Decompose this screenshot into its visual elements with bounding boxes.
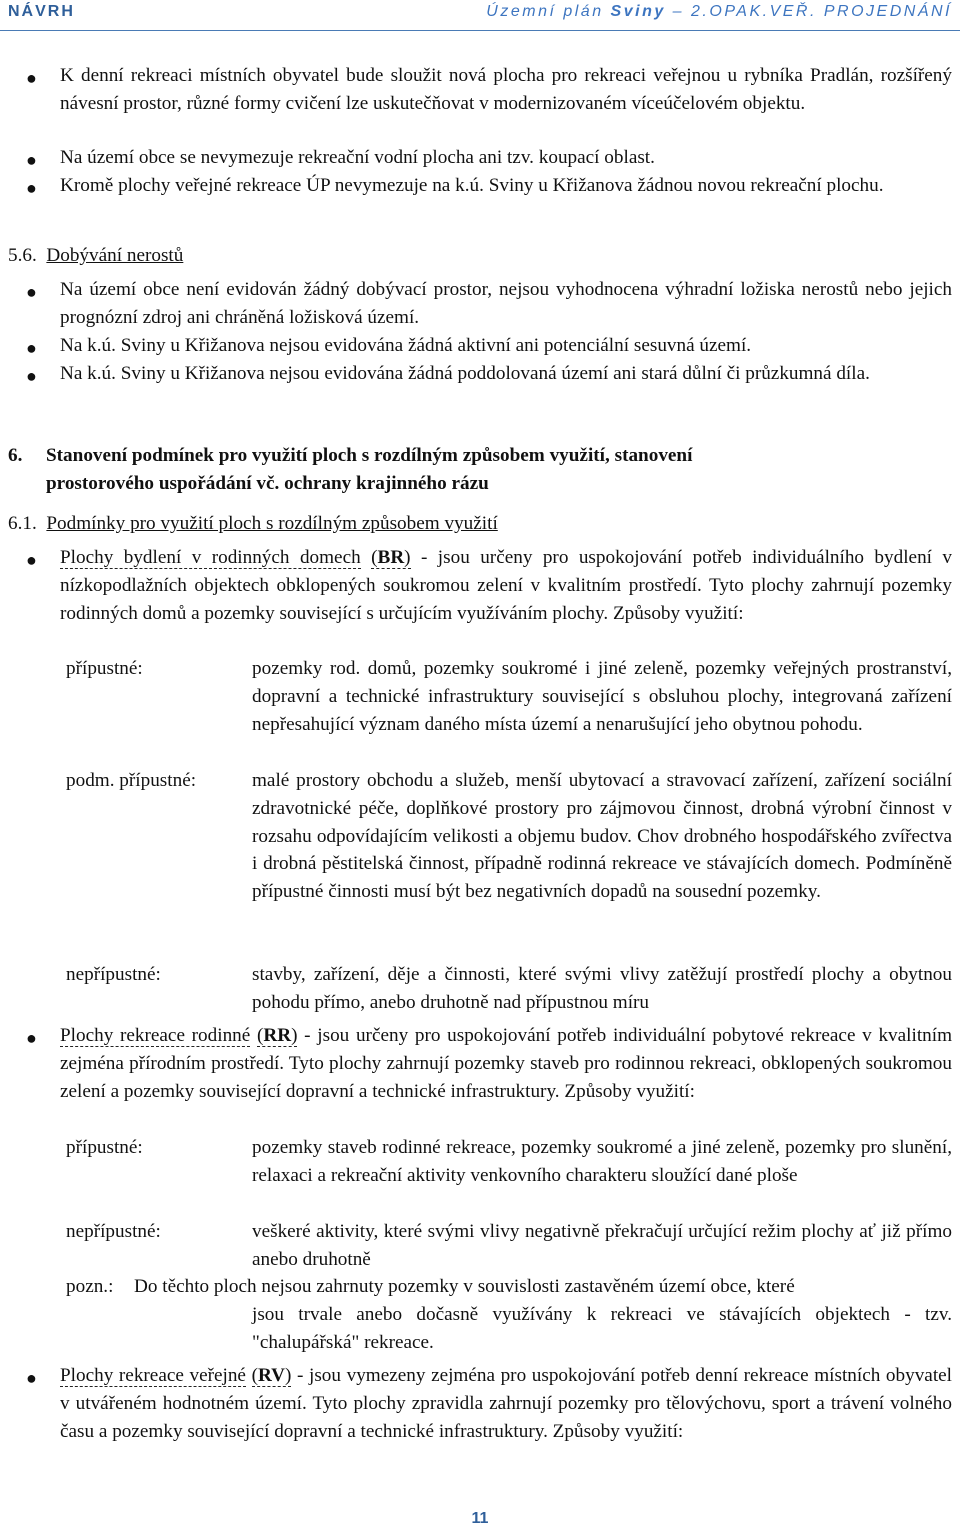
rr-label-pozn: pozn.: (66, 1276, 114, 1297)
section-number-6: 6. (8, 445, 23, 466)
list-item: Kromě plochy veřejné rekreace ÚP nevymezuje na k.ú. Sviny u Křižanova žádnou novou rekreační plochu. (60, 175, 884, 196)
bullet-icon: ● (26, 338, 37, 358)
header-document-title: Územní plán Sviny – 2.OPAK.VEŘ. PROJEDNÁNÍ (486, 3, 952, 20)
header-status: NÁVRH (8, 3, 75, 20)
rv-intro: Plochy rekreace veřejné (RV) - jsou vymezeny zejména pro uspokojování potřeb denní rekreace místních obyvatel v utvářeném hodnotném území. Tyto plochy zpravidla zahrnují pozemky pro tělovýchovu, sport a trávení volného času a pozemky související dopravní a technické infrastruktury. Způsoby využití: (60, 1365, 952, 1442)
page-number: 11 (471, 1510, 489, 1527)
br-text-podm: malé prostory obchodu a služeb, menší ubytovací a stravovací zařízení, zařízení sociální zdravotnické péče, doplňkové prostory pro zájmovou činnost, drobná výrobní činnost v rozsahu odpovídajícím velikosti a objemu budov. Chov drobného hospodářského zvířectva i drobná pěstitelská činnost, případně rodinná rekreace ve stávajících domech. Podmíněně přípustné činnosti musí být bez negativních dopadů na sousední pozemky. (252, 770, 952, 903)
list-item: Na území obce není evidován žádný dobývací prostor, nejsou vyhodnocena výhradní ložiska nerostů nebo jejich prognózní zdroj ani chráněná ložisková území. (60, 279, 952, 328)
section-heading-6-1: 6.1. Podmínky pro využití ploch s rozdílným způsobem využití (8, 513, 498, 534)
bullet-icon: ● (26, 1368, 37, 1388)
bullet-icon: ● (26, 150, 37, 170)
br-label-nepripustne: nepřípustné: (66, 964, 161, 985)
br-intro: Plochy bydlení v rodinných domech (BR) - jsou určeny pro uspokojování potřeb individuálního bydlení v nízkopodlažních objektech obklopených soukromou zelení v kvalitním prostředí. Tyto plochy zahrnují pozemky rodinných domů a pozemky související s určujícím využíváním plochy. Způsoby využití: (60, 547, 953, 624)
rr-text-pozn-first: Do těchto ploch nejsou zahrnuty pozemky v souvislosti zastavěném území obce, které (134, 1276, 795, 1297)
rr-label-nepripustne: nepřípustné: (66, 1221, 161, 1242)
br-label-podm: podm. přípustné: (66, 770, 197, 791)
section-heading-5-6: 5.6. Dobývání nerostů (8, 245, 184, 266)
rr-intro: Plochy rekreace rodinné (RR) - jsou určeny pro uspokojování potřeb individuální pobytové rekreace v kvalitním zejména přírodním prostředí. Tyto plochy zahrnují pozemky staveb pro rodinnou rekreaci, obklopených soukromou zelení a pozemky související dopravní a technické infrastruktury. Způsoby využití: (60, 1025, 953, 1102)
list-item: K denní rekreaci místních obyvatel bude sloužit nová plocha pro rekreaci veřejnou u rybníka Pradlán, rozšířený návesní prostor, různé formy cvičení lze uskutečňovat v modernizovaném víceúčelovém objektu. (60, 65, 952, 114)
br-label-pripustne: přípustné: (66, 658, 143, 679)
list-item: Na k.ú. Sviny u Křižanova nejsou evidována žádná poddolovaná území ani stará důlní či průzkumná díla. (60, 363, 870, 384)
rr-text-nepripustne: veškeré aktivity, které svými vlivy negativně překračují určující režim plochy ať již přímo anebo druhotně (252, 1221, 952, 1270)
br-text-pripustne: pozemky rod. domů, pozemky soukromé i jiné zeleně, pozemky veřejných prostranství, dopravní a technické infrastruktury související s obsluhou plochy, integrovaná zařízení nepřesahující význam daného místa území a nenarušující jeho obytnou pohodu. (252, 658, 952, 735)
bullet-icon: ● (26, 68, 37, 88)
bullet-icon: ● (26, 282, 37, 302)
bullet-icon: ● (26, 1028, 37, 1048)
rr-label-pripustne: přípustné: (66, 1137, 143, 1158)
bullet-icon: ● (26, 550, 37, 570)
list-item: Na území obce se nevymezuje rekreační vodní plocha ani tzv. koupací oblast. (60, 147, 655, 168)
bullet-icon: ● (26, 366, 37, 386)
br-text-nepripustne: stavby, zařízení, děje a činnosti, které svými vlivy zatěžují prostředí plochy a obytnou pohodu přímo, anebo druhotně nad přípustnou míru (252, 964, 952, 1013)
list-item: Na k.ú. Sviny u Křižanova nejsou evidována žádná aktivní ani potenciální sesuvná území. (60, 335, 752, 356)
rr-text-pripustne: pozemky staveb rodinné rekreace, pozemky soukromé a jiné zeleně, pozemky pro slunění, relaxaci a rekreační aktivity venkovního charakteru sloužící dané ploše (252, 1137, 952, 1186)
rr-text-pozn-rest: jsou trvale anebo dočasně využívány k rekreaci ve stávajících objektech - tzv. "chalupářská" rekreace. (252, 1304, 952, 1353)
section-heading-6: Stanovení podmínek pro využití ploch s rozdílným způsobem využití, stanovení prostorového uspořádání vč. ochrany krajinného rázu (46, 445, 693, 494)
page-header (0, 0, 960, 31)
bullet-icon: ● (26, 178, 37, 198)
